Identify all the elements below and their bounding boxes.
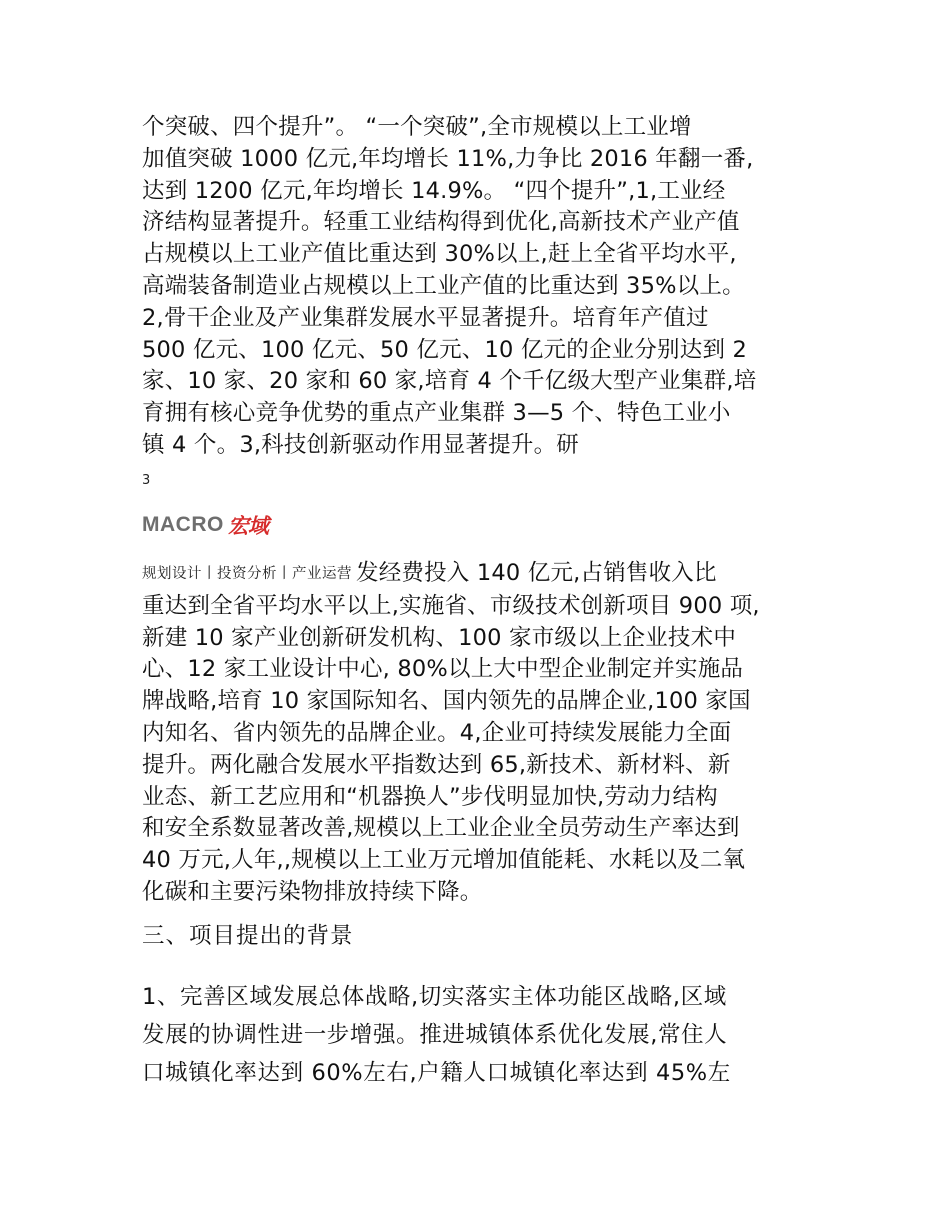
text-line: 1、完善区域发展总体战略,切实落实主体功能区战略,区域 <box>142 984 727 1010</box>
text-line: 和安全系数显著改善,规模以上工业企业全员劳动生产率达到 <box>142 815 740 842</box>
text-line: 2,骨干企业及产业集群发展水平显著提升。培育年产值过 <box>142 304 709 331</box>
paragraph-regional-development <box>142 978 812 1092</box>
text-line: 镇 4 个。3,科技创新驱动作用显著提升。研 <box>142 431 579 458</box>
text-line: 化碳和主要污染物排放持续下降。 <box>142 878 483 905</box>
text-line: 加值突破 1000 亿元,年均增长 11%,力争比 2016 年翻一番, <box>142 145 754 172</box>
text-line: 重达到全省平均水平以上,实施省、市级技术创新项目 900 项, <box>142 592 760 619</box>
macro-logo <box>142 510 268 540</box>
text-line: 发经费投入 140 亿元,占销售收入比 <box>356 560 717 586</box>
page-number: 3 <box>142 473 151 488</box>
text-line: 新建 10 家产业创新研发机构、100 家市级以上企业技术中 <box>142 624 737 651</box>
text-line: 500 亿元、100 亿元、50 亿元、10 亿元的企业分别达到 2 <box>142 336 748 363</box>
text-line: 济结构显著提升。轻重工业结构得到优化,高新技术产业产值 <box>142 209 740 236</box>
text-line: 发展的协调性进一步增强。推进城镇体系优化发展,常住人 <box>142 1022 728 1048</box>
logo-cjk-text: 宏域 <box>227 514 268 538</box>
text-line-with-tagline <box>142 558 812 591</box>
text-line: 口城镇化率达到 60%左右,户籍人口城镇化率达到 45%左 <box>142 1060 731 1086</box>
company-tagline: 规划设计丨投资分析丨产业运营 <box>142 566 352 582</box>
text-line: 40 万元,人年,,规模以上工业万元增加值能耗、水耗以及二氧 <box>142 847 746 874</box>
text-line: 个突破、四个提升”。 “一个突破”,全市规模以上工业增 <box>142 114 692 140</box>
text-line: 占规模以上工业产值比重达到 30%以上,赶上全省平均水平, <box>142 241 737 268</box>
text-line: 内知名、省内领先的品牌企业。4,企业可持续发展能力全面 <box>142 719 732 746</box>
paragraph-innovation-targets <box>142 558 812 909</box>
text-line: 达到 1200 亿元,年均增长 14.9%。 “四个提升”,1,工业经 <box>142 177 726 204</box>
text-line: 业态、新工艺应用和“机器换人”步伐明显加快,劳动力结构 <box>142 783 718 810</box>
section-heading: 三、项目提出的背景 <box>142 923 354 949</box>
text-line: 牌战略,培育 10 家国际知名、国内领先的品牌企业,100 家国 <box>142 688 751 715</box>
logo-latin-text: MACRO <box>142 513 224 536</box>
text-line: 提升。两化融合发展水平指数达到 65,新技术、新材料、新 <box>142 751 731 778</box>
text-line: 心、12 家工业设计中心, 80%以上大中型企业制定并实施品 <box>142 656 744 683</box>
text-line: 高端装备制造业占规模以上工业产值的比重达到 35%以上。 <box>142 272 745 299</box>
paragraph-industrial-targets <box>142 112 812 462</box>
text-line: 育拥有核心竞争优势的重点产业集群 3—5 个、特色工业小 <box>142 400 731 427</box>
text-line: 家、10 家、20 家和 60 家,培育 4 个千亿级大型产业集群,培 <box>142 368 757 395</box>
